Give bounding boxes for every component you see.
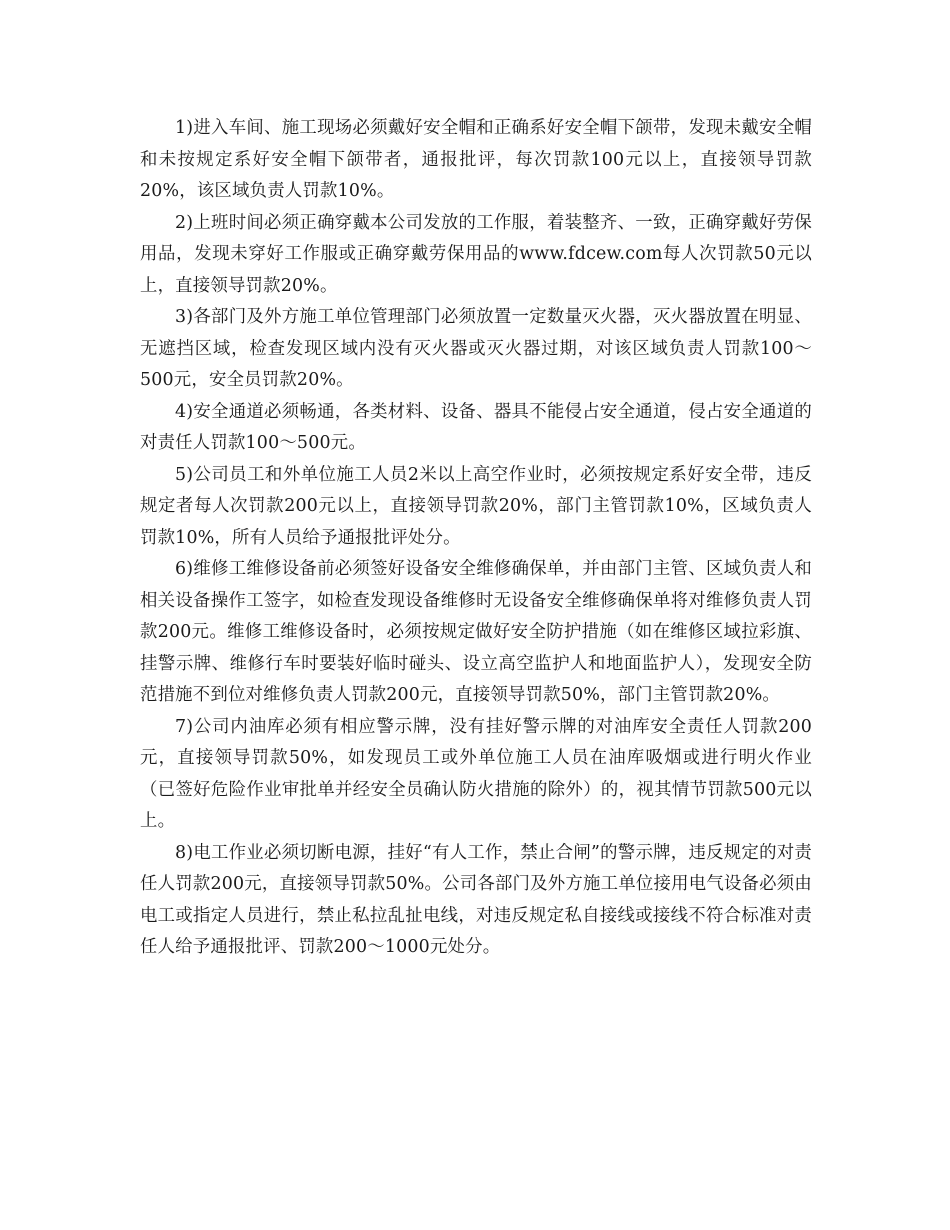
paragraph-8: 8)电工作业必须切断电源，挂好“有人工作，禁止合闸”的警示牌，违反规定的对责任人罚款200元，直接领导罚款50%。公司各部门及外方施工单位接用电气设备必须由电工或指定人员进行，禁止私拉乱扯电线，对违反规定私自接线或接线不符合标准对责任人给予通报批评、罚款200～1000元处分。 xyxy=(140,842,812,957)
paragraph-6: 6)维修工维修设备前必须签好设备安全维修确保单，并由部门主管、区域负责人和相关设备操作工签字，如检查发现设备维修时无设备安全维修确保单将对维修负责人罚款200元。维修工维修设备时，必须按规定做好安全防护措施（如在维修区域拉彩旗、挂警示牌、维修行车时要装好临时碰头、设立高空监护人和地面监护人），发现安全防范措施不到位对维修负责人罚款200元，直接领导罚款50%，部门主管罚款20%。 xyxy=(140,559,812,705)
paragraph-5: 5)公司员工和外单位施工人员2米以上高空作业时，必须按规定系好安全带，违反规定者每人次罚款200元以上，直接领导罚款20%，部门主管罚款10%，区域负责人罚款10%，所有人员给予通报批评处分。 xyxy=(140,464,812,548)
paragraph-1: 1)进入车间、施工现场必须戴好安全帽和正确系好安全帽下颌带，发现未戴安全帽和未按规定系好安全帽下颌带者，通报批评，每次罚款100元以上，直接领导罚款20%，该区域负责人罚款10%。 xyxy=(140,118,812,201)
paragraph-2: 2)上班时间必须正确穿戴本公司发放的工作服，着装整齐、一致，正确穿戴好劳保用品，发现未穿好工作服或正确穿戴劳保用品的www.fdcew.com每人次罚款50元以上，直接领导罚款20%。 xyxy=(140,212,812,296)
document-body xyxy=(140,113,812,964)
paragraph-4: 4)安全通道必须畅通，各类材料、设备、器具不能侵占安全通道，侵占安全通道的对责任人罚款100～500元。 xyxy=(140,401,812,453)
paragraph-7: 7)公司内油库必须有相应警示牌，没有挂好警示牌的对油库安全责任人罚款200元，直接领导罚款50%，如发现员工或外单位施工人员在油库吸烟或进行明火作业（已签好危险作业审批单并经安全员确认防火措施的除外）的，视其情节罚款500元以上。 xyxy=(140,716,812,831)
paragraph-3: 3)各部门及外方施工单位管理部门必须放置一定数量灭火器，灭火器放置在明显、无遮挡区域，检查发现区域内没有灭火器或灭火器过期，对该区域负责人罚款100～500元，安全员罚款20%。 xyxy=(140,307,812,390)
